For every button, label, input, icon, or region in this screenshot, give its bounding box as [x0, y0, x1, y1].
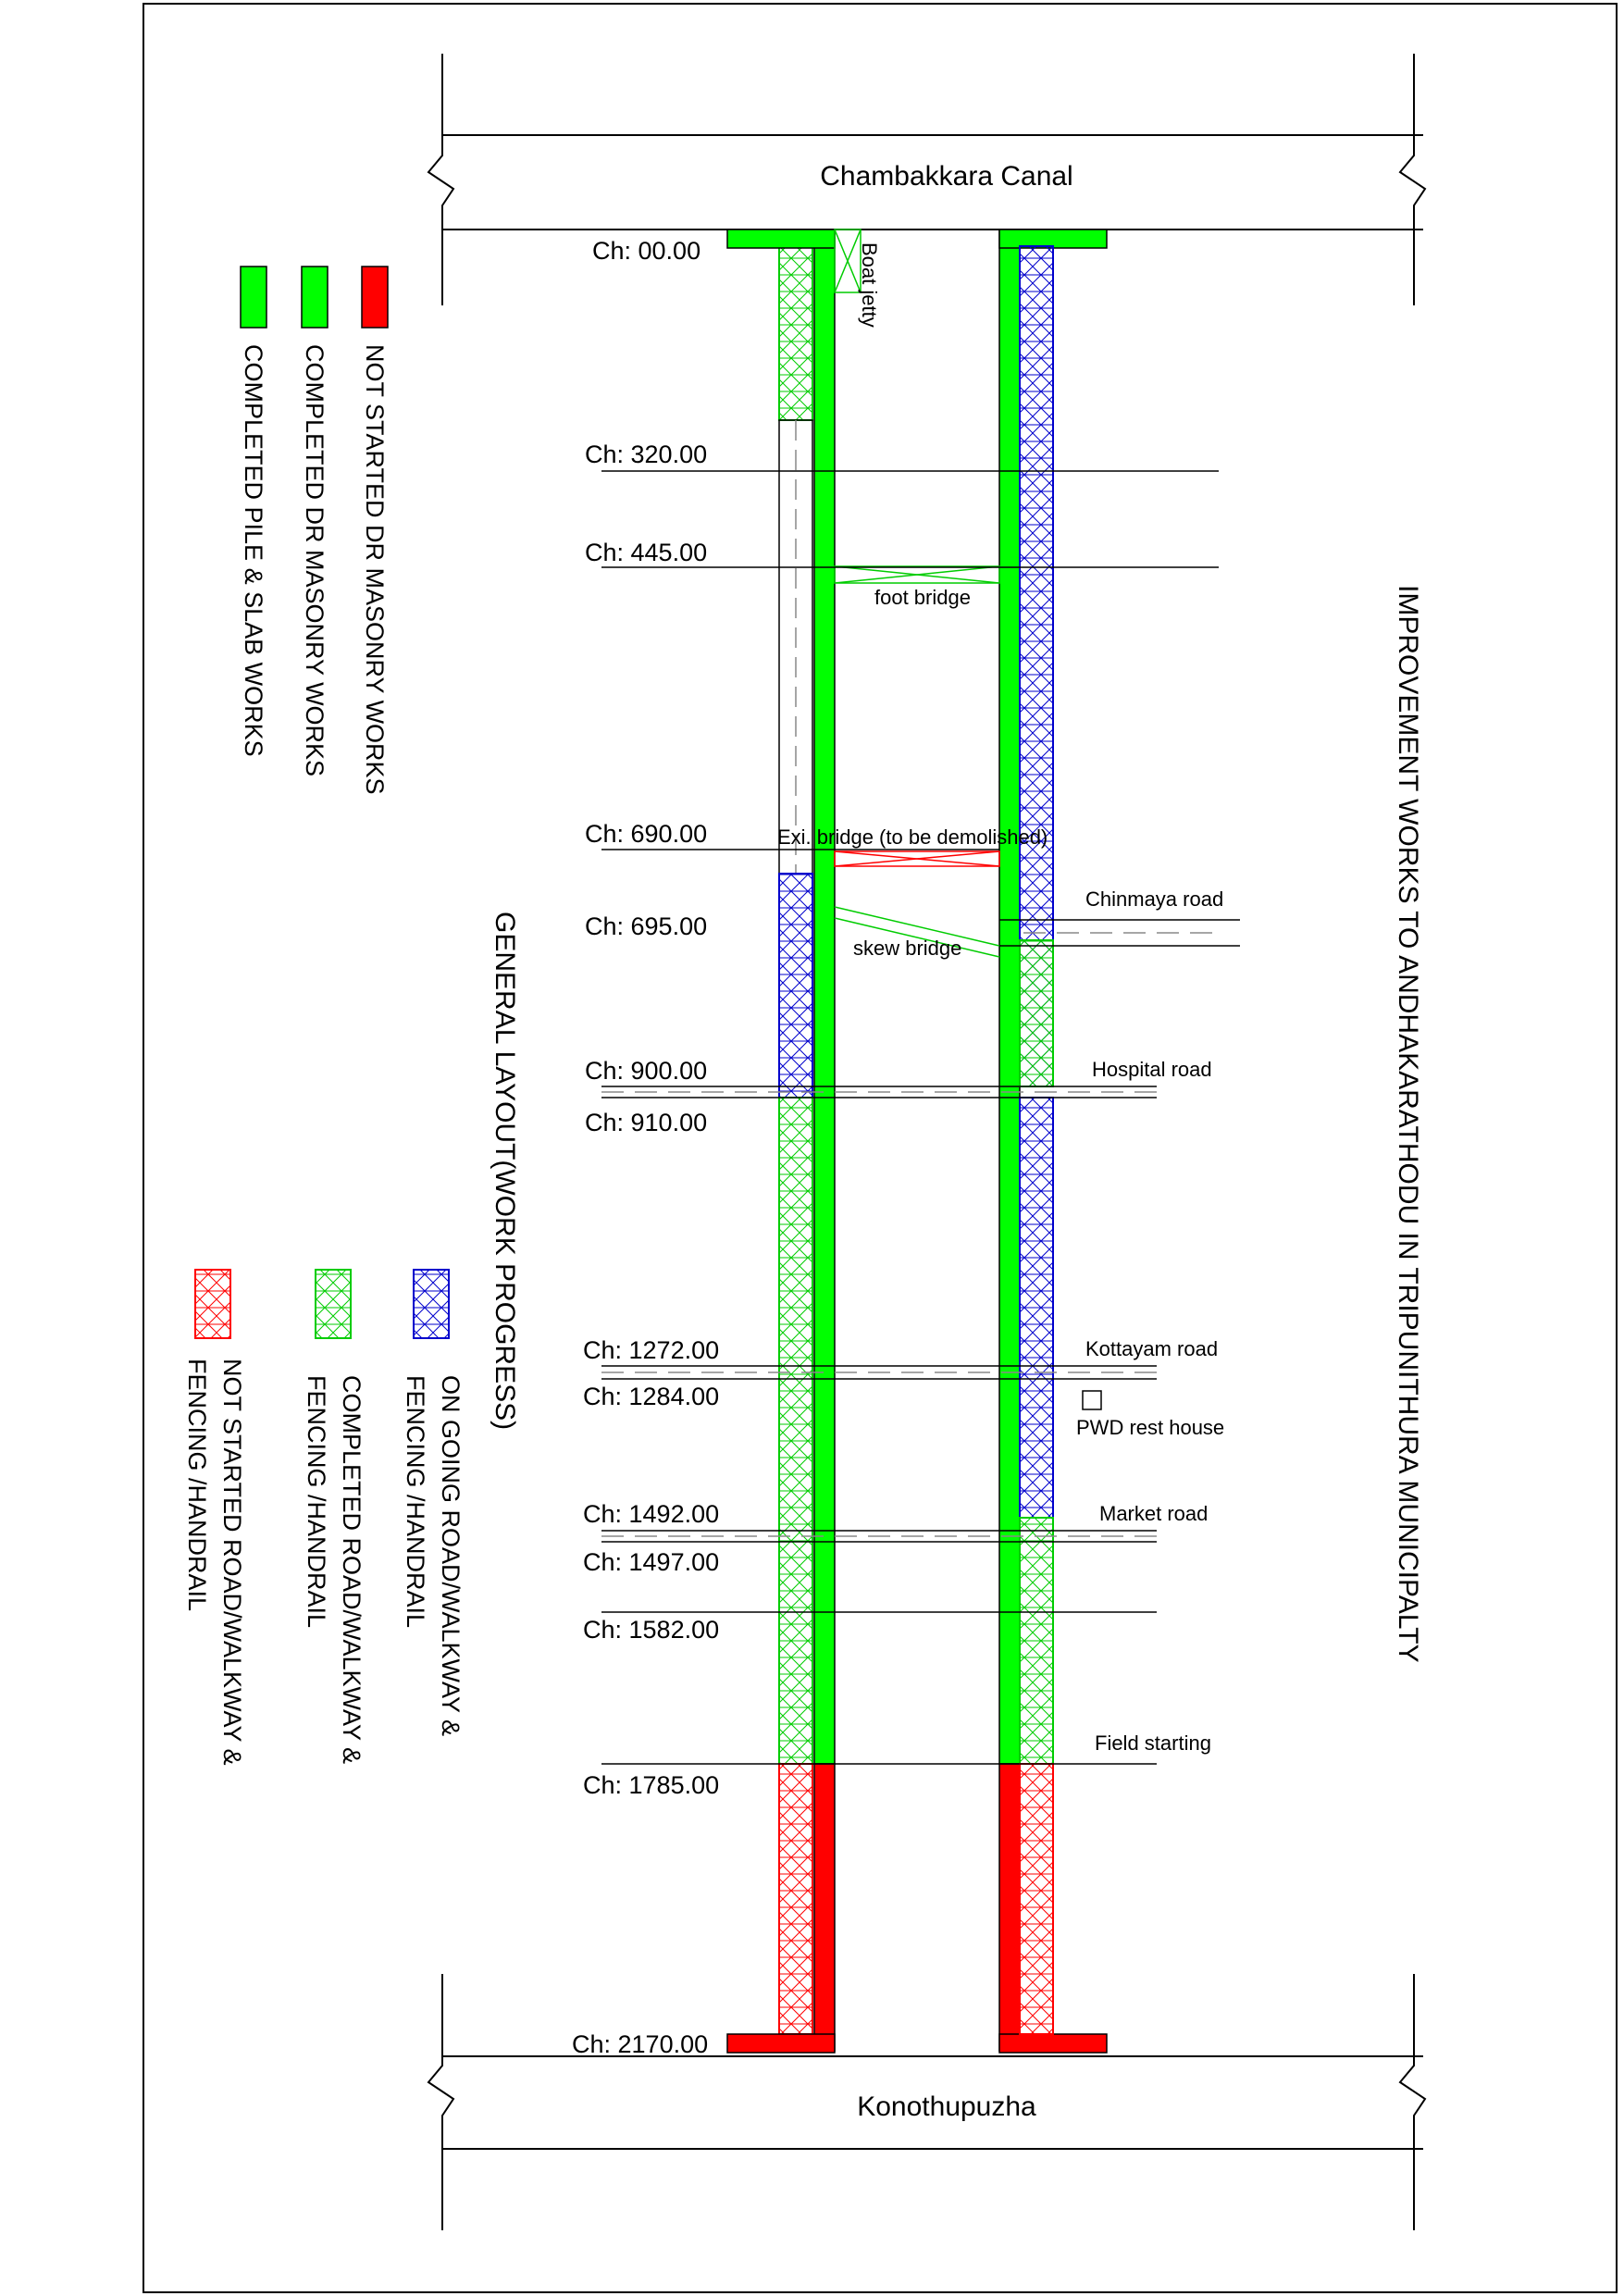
chainage-label: Ch: 910.00 — [585, 1109, 708, 1136]
chainage-label: Ch: 1284.00 — [583, 1383, 720, 1410]
boat-jetty-label: Boat jetty — [858, 242, 881, 328]
chainage-labels — [572, 237, 719, 2058]
south-canal-label: Konothupuzha — [857, 2091, 1036, 2122]
legend-label: NOT STARTED DR MASONRY WORKS — [361, 344, 389, 795]
right-walkway-notstarted — [1020, 1764, 1053, 2034]
market-road-label: Market road — [1099, 1502, 1209, 1525]
left-wall-bottom-cap — [727, 2034, 835, 2053]
market-road — [601, 1531, 1157, 1542]
legend-bottom — [183, 1270, 465, 1766]
left-walkway-completed-1 — [779, 246, 812, 420]
legend-swatch-ongoing-road — [414, 1270, 449, 1338]
legend-swatch-completed-road — [316, 1270, 351, 1338]
existing-bridge-label: Exi. bridge (to be demolished) — [777, 825, 1048, 849]
hospital-road-label: Hospital road — [1092, 1058, 1212, 1081]
kottayam-road-label: Kottayam road — [1085, 1337, 1219, 1360]
right-walkway-completed-2 — [1020, 1518, 1053, 1764]
drawing-title: IMPROVEMENT WORKS TO ANDHAKARATHODU IN TRIPUNITHURA MUNICIPALTY — [1393, 585, 1423, 1663]
existing-bridge — [835, 851, 999, 866]
chainage-label: Ch: 1785.00 — [583, 1771, 720, 1799]
legend-label: FENCING /HANDRAIL — [303, 1375, 330, 1629]
drawing-subtitle: GENERAL LAYOUT(WORK PROGRESS) — [490, 912, 520, 1431]
chainage-label: Ch: 1497.00 — [583, 1548, 720, 1576]
field-starting-label: Field starting — [1095, 1731, 1211, 1755]
legend-label: FENCING /HANDRAIL — [402, 1375, 429, 1629]
legend-swatch-notstarted-road — [195, 1270, 230, 1338]
chainage-label: Ch: 1272.00 — [583, 1336, 720, 1364]
right-wall-bottom-cap — [999, 2034, 1107, 2053]
legend-label: NOT STARTED ROAD/WALKWAY & — [218, 1359, 246, 1766]
chinmaya-road-label: Chinmaya road — [1085, 887, 1224, 911]
boat-jetty — [835, 230, 861, 292]
north-canal-label: Chambakkara Canal — [820, 161, 1073, 192]
right-walkway-ongoing-2 — [1020, 1098, 1053, 1518]
left-wall-completed — [814, 230, 835, 1764]
foot-bridge-label: foot bridge — [874, 586, 971, 609]
foot-bridge — [835, 566, 999, 583]
legend-swatch-notstarted-masonry — [362, 267, 388, 328]
hospital-road — [601, 1086, 1157, 1098]
kottayam-road — [601, 1366, 1157, 1379]
chainage-label: Ch: 320.00 — [585, 441, 708, 468]
chainage-label: Ch: 1492.00 — [583, 1500, 720, 1528]
legend-label: COMPLETED PILE & SLAB WORKS — [240, 344, 267, 757]
pwd-rest-house-label: PWD rest house — [1076, 1416, 1225, 1439]
left-wall-notstarted — [814, 1764, 835, 2051]
chainage-label: Ch: 690.00 — [585, 820, 708, 848]
chainage-label: Ch: 2170.00 — [572, 2030, 709, 2058]
chainage-label: Ch: 695.00 — [585, 912, 708, 940]
legend-label: ON GOING ROAD/WALKWAY & — [437, 1375, 465, 1737]
legend-swatch-completed-masonry — [302, 267, 328, 328]
left-wall-top-cap — [727, 230, 835, 248]
legend-label: COMPLETED DR MASONRY WORKS — [301, 344, 329, 777]
legend-swatch-completed-pile — [241, 267, 267, 328]
chainage-label: Ch: 00.00 — [592, 237, 701, 265]
left-walkway-completed-2 — [779, 1098, 812, 1764]
legend-label: FENCING /HANDRAIL — [183, 1359, 211, 1612]
skew-bridge-label: skew bridge — [853, 937, 962, 960]
right-walkway-completed-1 — [1020, 940, 1053, 1086]
pwd-rest-house-icon — [1083, 1391, 1101, 1409]
chainage-label: Ch: 900.00 — [585, 1057, 708, 1085]
legend-label: COMPLETED ROAD/WALKWAY & — [338, 1375, 366, 1765]
right-wall-notstarted — [999, 1764, 1020, 2051]
left-walkway-notstarted — [779, 1764, 812, 2034]
right-wall-completed — [999, 230, 1020, 1764]
chainage-label: Ch: 1582.00 — [583, 1616, 720, 1644]
legend-top — [240, 267, 389, 795]
left-walkway-ongoing — [779, 874, 812, 1098]
chainage-label: Ch: 445.00 — [585, 539, 708, 566]
